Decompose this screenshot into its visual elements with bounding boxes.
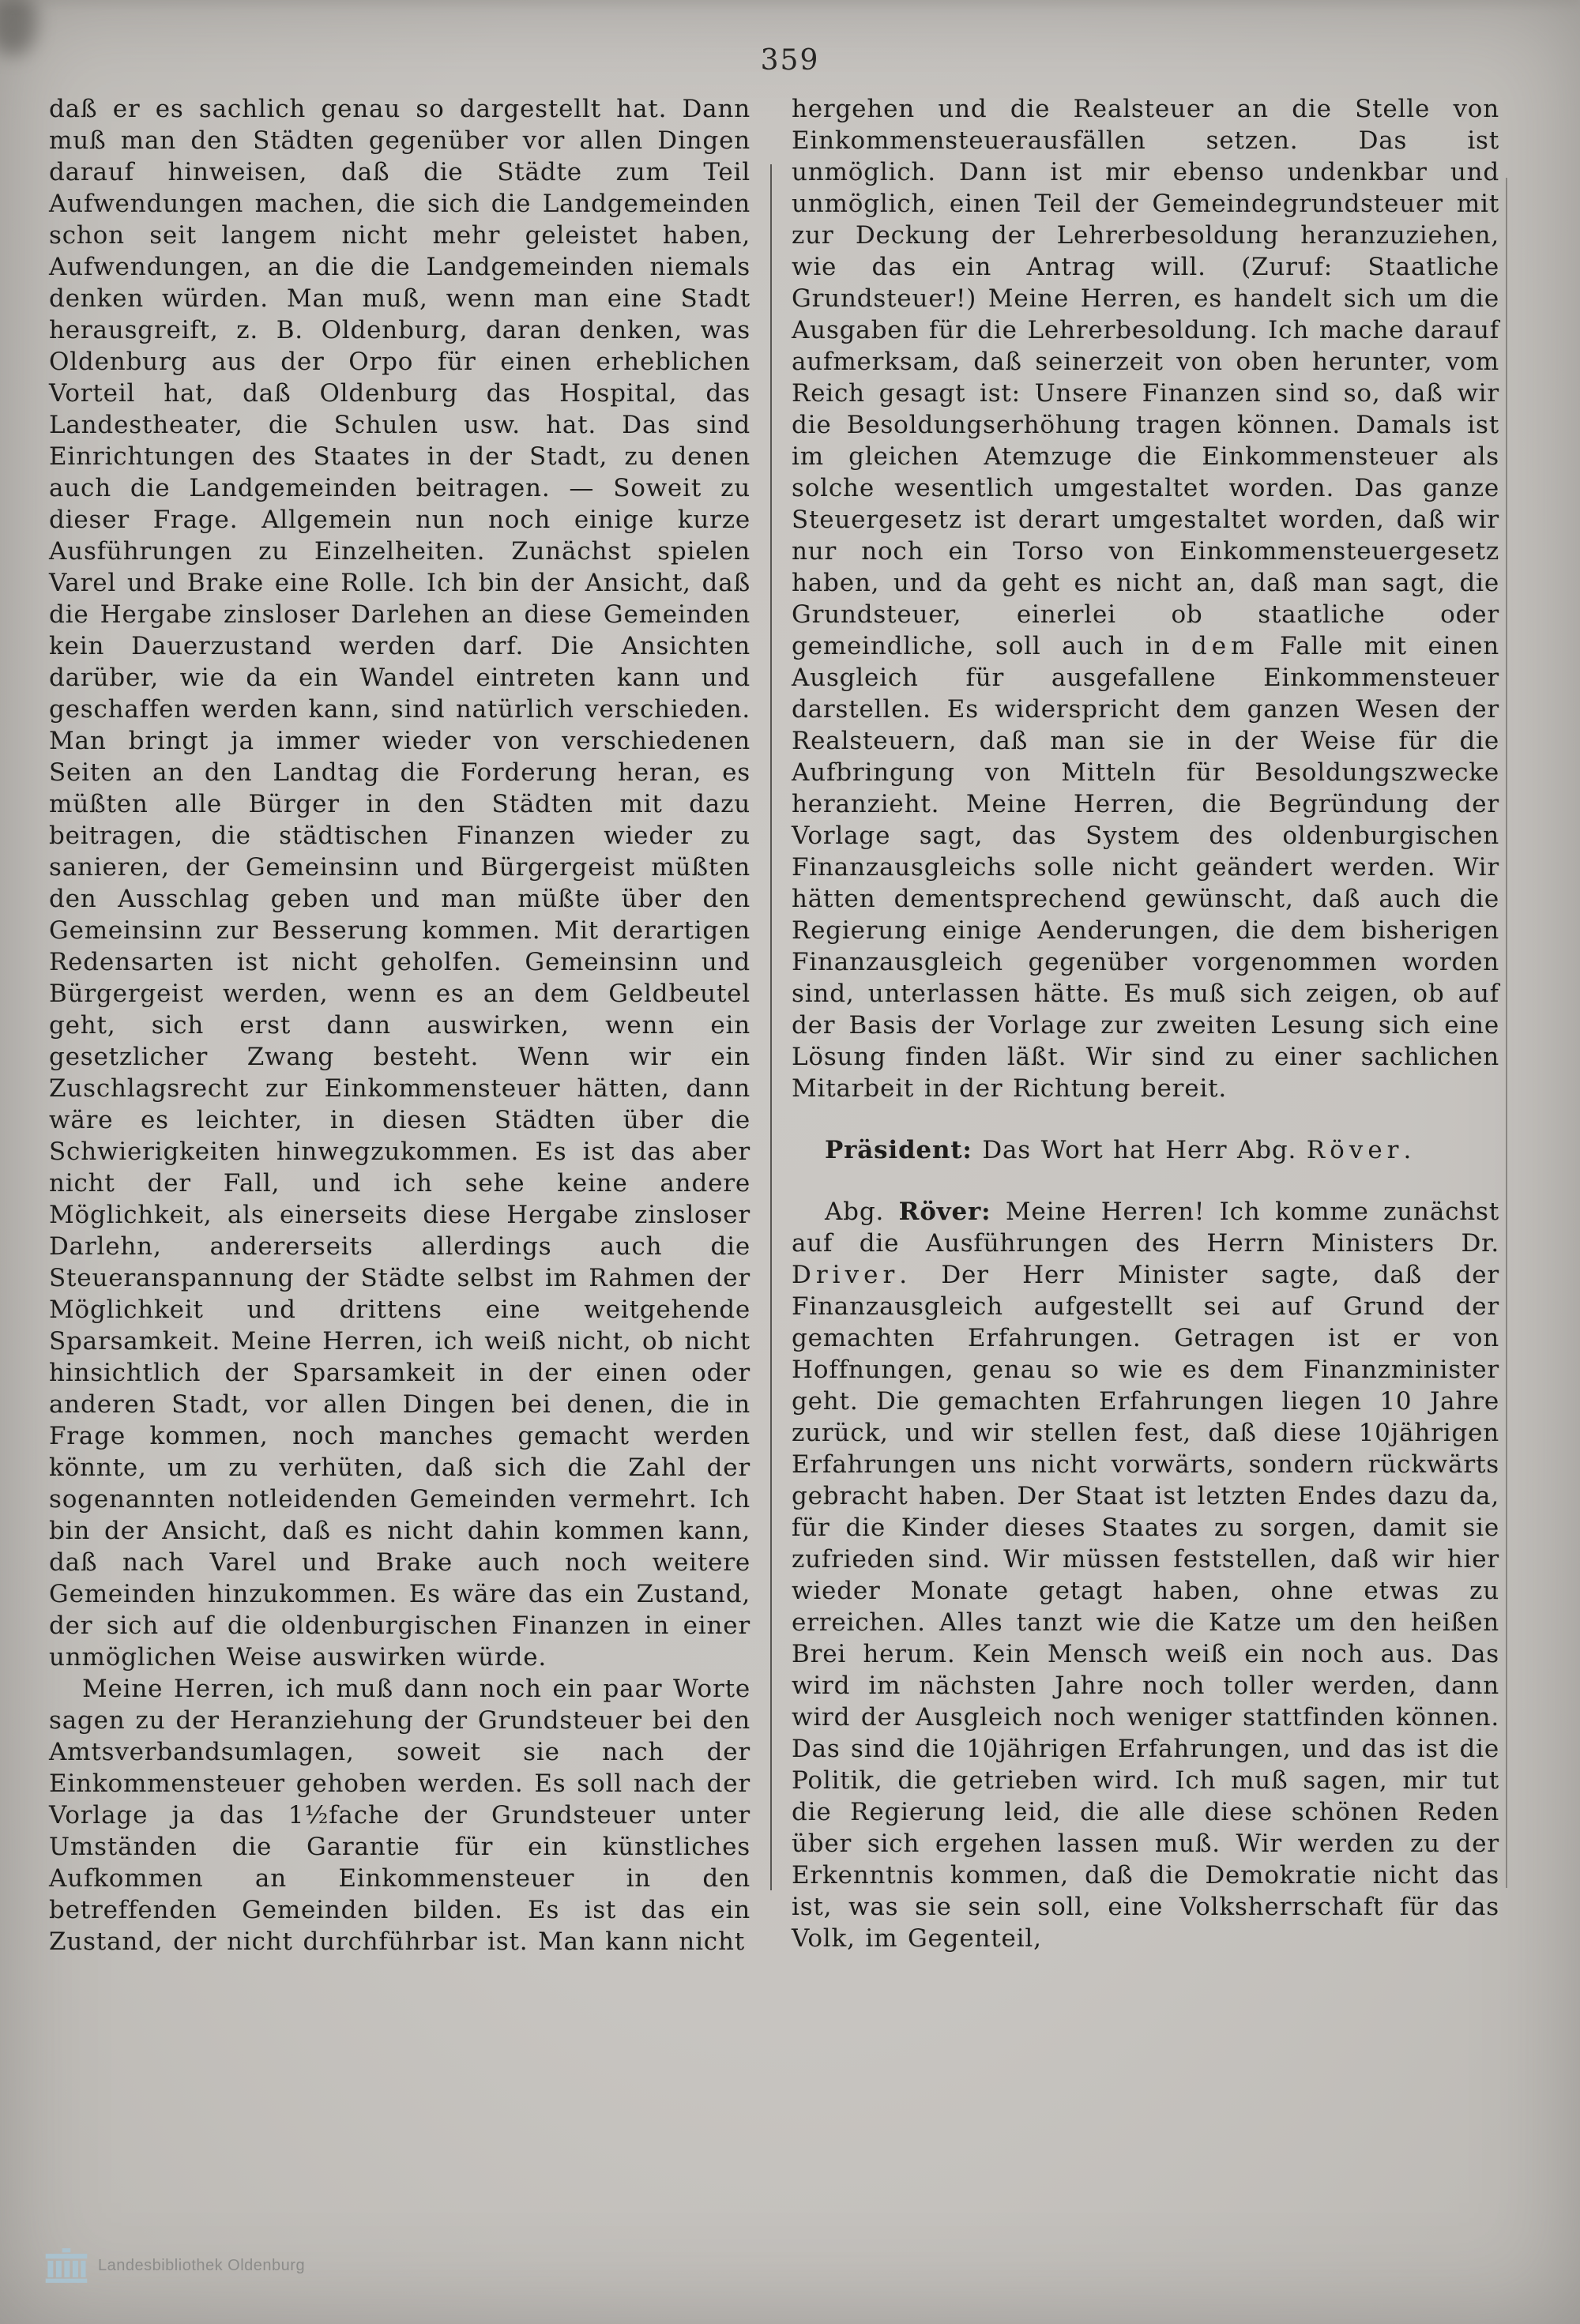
speaker-label: Präsident: [825,1136,972,1164]
text-run: Driver [792,1261,900,1289]
column-left [49,93,750,1957]
paragraph [49,1673,750,1957]
footer [44,2248,305,2283]
text-run: Das Wort hat Herr Abg. [972,1136,1307,1164]
scan-top-edge-shadow [0,0,1580,5]
text-run: hergehen und die Realsteuer an die Stelle von Einkommensteuerausfällen setzen. Das ist unmöglich. Dann ist mir ebenso undenkbar und unmöglich, einen Teil der Gemeindegrundsteuer mit zur Deckung der Lehrerbesoldung heranzuziehen, wie das ein Antrag will. (Zuruf: Staatliche Grundsteuer!) Meine Herren, es handelt sich um die Ausgaben für die Lehrerbesoldung. Ich mache darauf aufmerksam, daß seinerzeit von oben herunter, vom Reich gesagt ist: Unsere Finanzen sind so, daß wir die Besoldungserhöhung tragen können. Damals ist im gleichen Atemzuge die Einkommensteuer als solche wesentlich umgestaltet worden. Das ganze Steuergesetz ist derart umgestaltet worden, daß wir nur noch ein Torso von Einkommensteuergesetz haben, und da geht es nicht an, daß man sagt, die Grundsteuer, einerlei ob staatliche oder gemeindliche, soll auch in [792,95,1499,660]
library-building-icon [44,2248,88,2283]
text-block [49,93,1531,1957]
speaker-label: Röver: [898,1198,991,1226]
text-run: dem [1191,632,1259,660]
text-run: Abg. [825,1198,899,1226]
text-run: Falle mit einen Ausgleich für ausgefallene Einkommensteuer darstellen. Es widerspricht dem ganzen Wesen der Realsteuern, daß man sie in der Weise für die Aufbringung von Mitteln für Besoldungszwecke heranzieht. Meine Herren, die Begründung der Vorlage sagt, das System des oldenburgischen Finanzausgleichs solle nicht geändert werden. Wir hätten dementsprechend gewünscht, daß auch die Regierung einige Aenderungen, die dem bisherigen Finanzausgleich gegenüber vorgenommen worden sind, unterlassen hätte. Es muß sich zeigen, ob auf der Basis der Vorlage zur zweiten Lesung sich eine Lösung finden läßt. Wir sind zu einer sachlichen Mitarbeit in der Richtung bereit. [792,632,1499,1103]
page-number: 359 [760,44,820,77]
column-right [792,93,1499,1954]
text-run: Meine Herren! Ich komme zunächst auf die Ausführungen des Herrn Ministers Dr. [792,1198,1499,1258]
text-run: Meine Herren, ich muß dann noch ein paar Worte sagen zu der Heranziehung der Grundsteuer bei den Amtsverbandsumlagen, soweit sie nach der Einkommensteuer gehoben werden. Es soll nach der Vorlage ja das 1½fache der Grundsteuer unter Umständen die Garantie für ein künstliches Aufkommen an Einkommensteuer in den betreffenden Gemeinden bilden. Es ist das ein Zustand, der nicht durchführbar ist. Man kann nicht [49,1675,750,1956]
text-run: . [1403,1136,1413,1164]
text-run: Röver [1306,1136,1404,1164]
paragraph [792,93,1499,1104]
text-run: . Der Herr Minister sagte, daß der Finanzausgleich aufgestellt sei auf Grund der gemachten Erfahrungen. Getragen ist er von Hoffnungen, genau so wie es dem Finanzminister geht. Die gemachten Erfahrungen liegen 10 Jahre zurück, und wir stellen fest, daß diese 10jährigen Erfahrungen uns nicht vorwärts, sondern rückwärts gebracht haben. Der Staat ist letzten Endes dazu da, für die Kinder dieses Staates zu sorgen, damit sie zufrieden sind. Wir müssen feststellen, daß wir hier wieder Monate getagt haben, ohne etwas zu erreichen. Alles tanzt wie die Katze um den heißen Brei herum. Kein Mensch weiß ein noch aus. Das wird im nächsten Jahre noch toller werden, dann wird der Ausgleich noch weniger stattfinden können. Das sind die 10jährigen Erfahrungen, und das ist die Politik, die getrieben wird. Ich muß sagen, mir tut die Regierung leid, die alle diese schönen Reden über sich ergehen lassen muß. Wir werden zu der Erkenntnis kommen, daß die Demokratie nicht das ist, was sie sein soll, eine Volksherrschaft für das Volk, im Gegenteil, [792,1261,1499,1953]
paragraph [792,1134,1499,1166]
paragraph [792,1196,1499,1954]
column-divider [770,164,772,1890]
library-name: Landesbibliothek Oldenburg [98,2256,306,2274]
text-run: daß er es sachlich genau so dargestellt hat. Dann muß man den Städten gegenüber vor allen Dingen darauf hinweisen, daß die Städte zum Teil Aufwendungen machen, die sich die Landgemeinden schon seit langem nicht mehr geleistet haben, Aufwendungen, an die die Landgemeinden niemals denken würden. Man muß, wenn man eine Stadt herausgreift, z. B. Oldenburg, daran denken, was Oldenburg aus der Orpo für einen erheblichen Vorteil hat, daß Oldenburg das Hospital, das Landestheater, die Schulen usw. hat. Das sind Einrichtungen des Staates in der Stadt, zu denen auch die Landgemeinden beitragen. — Soweit zu dieser Frage. Allgemein nun noch einige kurze Ausführungen zu Einzelheiten. Zunächst spielen Varel und Brake eine Rolle. Ich bin der Ansicht, daß die Hergabe zinsloser Darlehen an diese Gemeinden kein Dauerzustand werden darf. Die Ansichten darüber, wie da ein Wandel eintreten kann und geschaffen werden kann, sind natürlich verschieden. Man bringt ja immer wieder von verschiedenen Seiten an den Landtag die Forderung heran, es müßten alle Bürger in den Städten mit dazu beitragen, die städtischen Finanzen wieder zu sanieren, der Gemeinsinn und Bürgergeist müßten den Ausschlag geben und man müßte über den Gemeinsinn zur Besserung kommen. Mit derartigen Redensarten ist nicht geholfen. Gemeinsinn und Bürgergeist werden, wenn es an dem Geldbeutel geht, sich erst dann auswirken, wenn ein gesetzlicher Zwang besteht. Wenn wir ein Zuschlagsrecht zur Einkommensteuer hätten, dann wäre es leichter, in diesen Städten über die Schwierigkeiten hinwegzukommen. Es ist das aber nicht der Fall, und ich sehe keine andere Möglichkeit, als einerseits diese Hergabe zinsloser Darlehn, andererseits allerdings auch die Steueranspannung der Städte selbst im Rahmen der Möglichkeit und drittens eine weitgehende Sparsamkeit. Meine Herren, ich weiß nicht, ob nicht hinsichtlich der Sparsamkeit in der einen oder anderen Stadt, vor allen Dingen bei denen, die in Frage kommen, noch manches gemacht werden könnte, um zu verhüten, daß sich die Zahl der sogenannten notleidenden Gemeinden vermehrt. Ich bin der Ansicht, daß es nicht dahin kommen kann, daß nach Varel und Brake auch noch weitere Gemeinden hinzukommen. Es wäre das ein Zustand, der sich auf die oldenburgischen Finanzen in einer unmöglichen Weise auswirken würde. [49,95,750,1672]
paragraph [49,93,750,1673]
right-margin-rule [1506,178,1507,1888]
